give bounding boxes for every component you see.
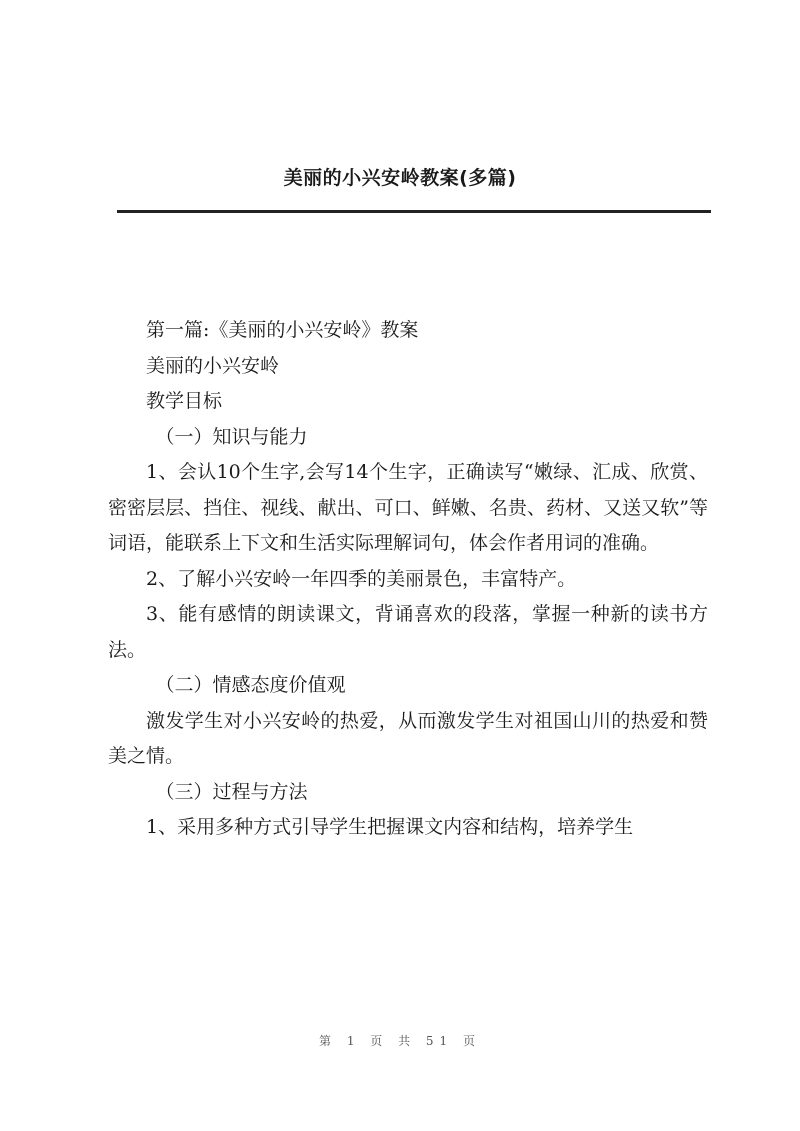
title-divider (117, 210, 711, 213)
paragraph-subheading-process: （三）过程与方法 (155, 780, 308, 803)
paragraph-goal-1: 1、会认10个生字,会写14个生字，正确读写“嫩绿、汇成、欣赏、密密层层、挡住、视线、献出、可口、鲜嫩、名贵、药材、又送又软”等词语，能联系上下文和生活实际理解词句，体会作者用词的准确。 (108, 461, 708, 554)
paragraph-subheading-values: （二）情感态度价值观 (155, 674, 346, 696)
paragraph-goal-3: 3、能有感情的朗读课文，背诵喜欢的段落，掌握一种新的读书方法。 (108, 603, 708, 661)
document-body (108, 313, 708, 846)
paragraph-section-heading: 第一篇:《美丽的小兴安岭》教案 (146, 319, 419, 341)
paragraph-goal-2: 2、了解小兴安岭一年四季的美丽景色，丰富特产。 (146, 567, 577, 590)
paragraph-subheading-knowledge: （一）知识与能力 (155, 425, 308, 448)
paragraph-values-text: 激发学生对小兴安岭的热爱，从而激发学生对祖国山川的热爱和赞美之情。 (108, 709, 708, 767)
paragraph-lesson-title: 美丽的小兴安岭 (146, 354, 280, 377)
page-number-footer: 第 1 页 共 51 页 (319, 1034, 481, 1048)
document-title: 美丽的小兴安岭教案(多篇) (283, 167, 517, 189)
paragraph-teaching-goals: 教学目标 (146, 390, 223, 412)
paragraph-process-1: 1、采用多种方式引导学生把握课文内容和结构，培养学生 (146, 816, 634, 838)
